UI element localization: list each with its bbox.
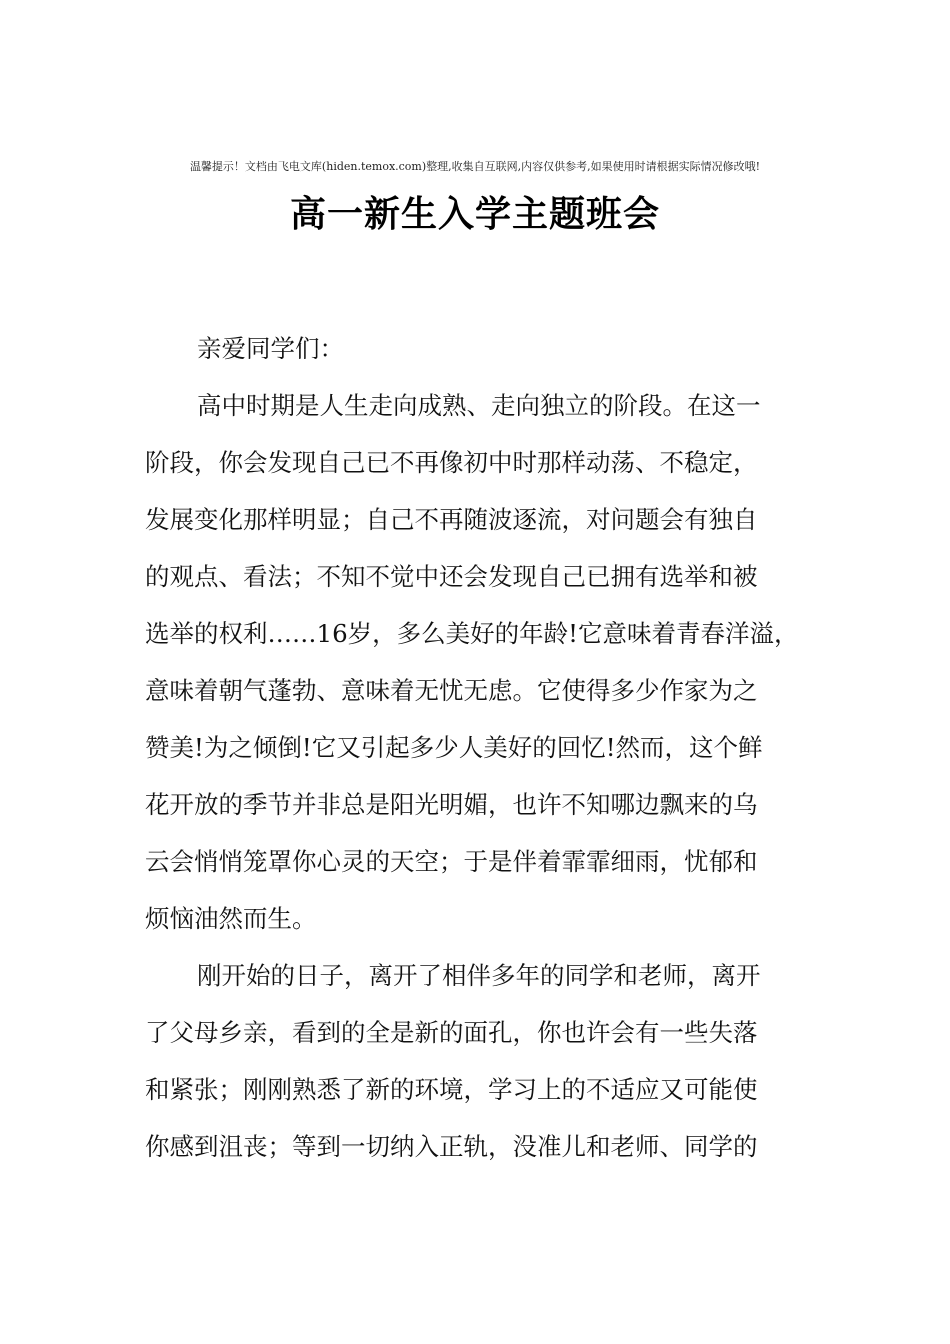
paragraph-1-line: 赞美!为之倾倒!它又引起多少人美好的回忆!然而，这个鲜 [145,733,763,762]
paragraph-1-line: 云会悄悄笼罩你心灵的天空；于是伴着霏霏细雨，忧郁和 [145,847,758,876]
paragraph-1-line: 意味着朝气蓬勃、意味着无忧无虑。它使得多少作家为之 [145,676,758,705]
paragraph-2-line: 刚开始的日子，离开了相伴多年的同学和老师，离开 [197,961,761,990]
document-title: 高一新生入学主题班会 [289,194,660,235]
paragraph-1-line: 的观点、看法；不知不觉中还会发现自己已拥有选举和被 [145,562,758,591]
paragraph-1-line: 发展变化那样明显；自己不再随波逐流，对问题会有独自 [145,505,758,534]
paragraph-1-line: 选举的权利……16岁，多么美好的年龄!它意味着青春洋溢， [145,619,799,648]
paragraph-1-line: 阶段，你会发现自己已不再像初中时那样动荡、不稳定， [145,448,758,477]
paragraph-2-line: 你感到沮丧；等到一切纳入正轨，没准儿和老师、同学的 [145,1132,758,1161]
paragraph-2-line: 和紧张；刚刚熟悉了新的环境，学习上的不适应又可能使 [145,1075,758,1104]
salutation: 亲爱同学们： [197,334,344,363]
document-body [145,320,810,1175]
header-notice: 温馨提示！文档由飞电文库(hiden.temox.com)整理,收集自互联网,内容仅供参考,如果使用时请根据实际情况修改哦! [189,160,761,173]
paragraph-1-line: 花开放的季节并非总是阳光明媚，也许不知哪边飘来的乌 [145,790,758,819]
paragraph-2-line: 了父母乡亲，看到的全是新的面孔，你也许会有一些失落 [145,1018,758,1047]
paragraph-1-line: 高中时期是人生走向成熟、走向独立的阶段。在这一 [197,391,761,420]
paragraph-1-line: 烦恼油然而生。 [145,904,317,933]
